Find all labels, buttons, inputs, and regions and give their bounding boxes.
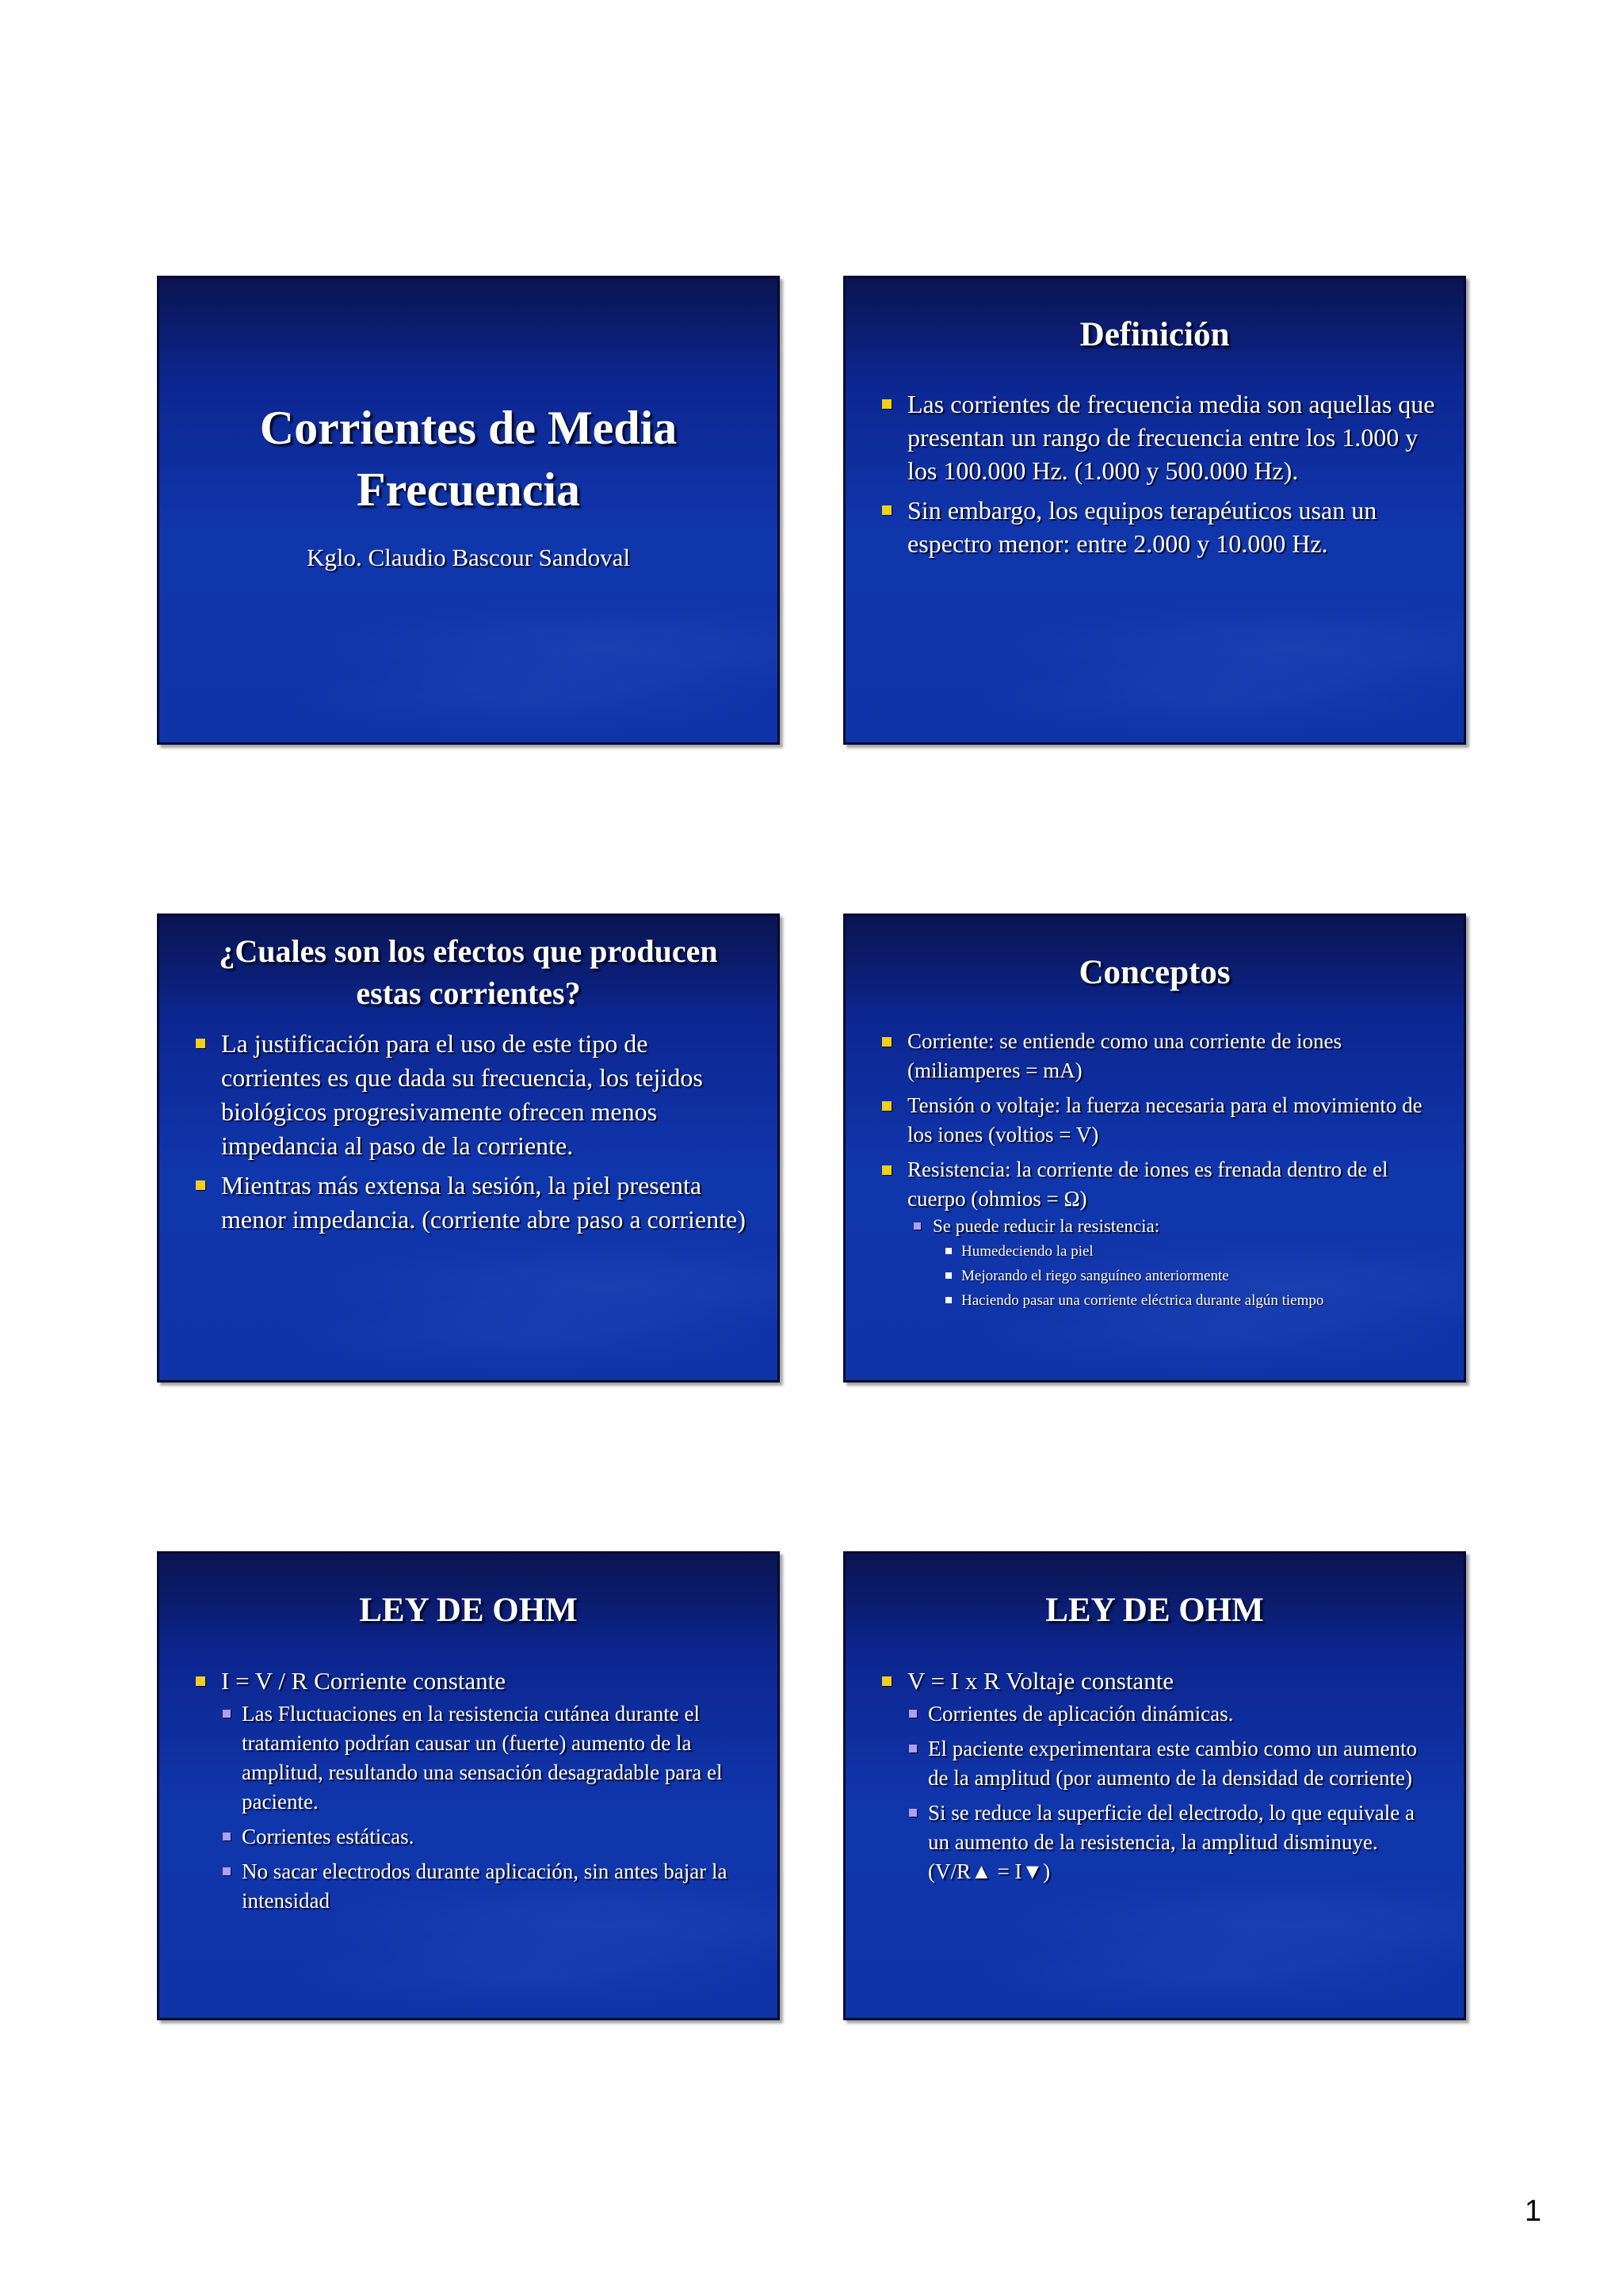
sub2-list-item-text: Humedeciendo la piel <box>961 1243 1094 1260</box>
sub-list-item <box>909 1699 1440 1729</box>
slide-title: LEY DE OHM <box>359 1592 578 1629</box>
square-bullet-icon <box>882 505 892 515</box>
list-item-text: Mientras más extensa la sesión, la piel presenta menor impedancia. (corriente abre paso a corriente) <box>221 1171 746 1234</box>
square-bullet-icon <box>196 1676 205 1686</box>
sub-list-item-text: No sacar electrodos durante aplicación, sin antes bajar la intensidad <box>242 1859 727 1913</box>
list-item <box>882 494 1440 560</box>
sub-list-item <box>909 1734 1440 1793</box>
square-bullet-icon <box>196 1180 205 1190</box>
list-item-text: Resistencia: la corriente de iones es frenada dentro de el cuerpo (ohmios = Ω) <box>907 1158 1388 1211</box>
list-item <box>196 1169 754 1237</box>
slide-title: Definición <box>1079 316 1230 353</box>
slide-5-ley-de-ohm-corriente <box>157 1551 780 2020</box>
sub2-list-item <box>945 1239 1440 1264</box>
sub-list-item <box>909 1798 1440 1886</box>
list-item-text: V = I x R Voltaje constante <box>907 1667 1174 1695</box>
bullet-list <box>882 1027 1440 1318</box>
slide-1-title <box>157 276 780 745</box>
presentation-author: Kglo. Claudio Bascour Sandoval <box>306 543 631 571</box>
list-item <box>882 1027 1440 1085</box>
bullet-list <box>196 1665 754 1921</box>
list-item <box>196 1027 754 1163</box>
sub-list-item <box>914 1214 1440 1313</box>
list-item <box>882 1665 1440 1886</box>
sub-list-item <box>223 1857 754 1916</box>
sub-list-item-text: El paciente experimentara este cambio como un aumento de la amplitud (por aumento de la densidad de corriente) <box>928 1737 1417 1790</box>
slide-title: Conceptos <box>1079 954 1231 991</box>
sub2-list-item-text: Haciendo pasar una corriente eléctrica durante algún tiempo <box>961 1292 1324 1309</box>
sub-list-item <box>223 1822 754 1852</box>
list-item-text: Sin embargo, los equipos terapéuticos usan un espectro menor: entre 2.000 y 10.000 Hz. <box>907 496 1377 558</box>
page-number: 1 <box>1524 2195 1541 2228</box>
square-bullet-icon <box>223 1867 231 1875</box>
sub-bullet-list <box>914 1214 1440 1313</box>
sub2-list-item <box>945 1288 1440 1313</box>
square-bullet-icon <box>223 1710 231 1718</box>
sub-bullet-list <box>909 1699 1440 1886</box>
square-bullet-icon <box>909 1809 917 1817</box>
list-item <box>882 387 1440 487</box>
list-item <box>882 1091 1440 1150</box>
bullet-list <box>882 387 1440 566</box>
square-bullet-icon <box>914 1222 921 1230</box>
sub-list-item-text: Se puede reducir la resistencia: <box>933 1216 1160 1236</box>
list-item-text: Las corrientes de frecuencia media son aquellas que presentan un rango de frecuencia entre los 1.000 y los 100.000 Hz. (1.000 y 500.000 Hz). <box>907 390 1435 485</box>
sub-list-item-text: Las Fluctuaciones en la resistencia cutánea durante el tratamiento podrían causar un (fuerte) aumento de la amplitud, resultando una sensación desagradable para el paciente. <box>242 1702 723 1814</box>
sub-list-item <box>223 1699 754 1817</box>
square-bullet-icon <box>223 1833 231 1840</box>
bullet-list <box>882 1665 1440 1892</box>
list-item <box>196 1665 754 1916</box>
slide-3-efectos <box>157 913 780 1383</box>
sub-bullet-list <box>223 1699 754 1916</box>
presentation-title: Corrientes de Media Frecuencia <box>259 402 678 516</box>
sub2-list-item <box>945 1264 1440 1288</box>
square-bullet-icon <box>909 1745 917 1753</box>
list-item-text: La justificación para el uso de este tipo de corrientes es que dada su frecuencia, los tejidos biológicos progresivamente ofrecen menos impedancia al paso de la corriente. <box>221 1029 703 1160</box>
square-bullet-icon <box>945 1272 952 1279</box>
slide-title: ¿Cuales son los efectos que producen estas corrientes? <box>219 933 718 1011</box>
slide-4-conceptos <box>843 913 1466 1383</box>
sub-list-item-text: Si se reduce la superficie del electrodo, lo que equivale a un aumento de la resistencia, la amplitud disminuye. (V/R▲ = I▼) <box>928 1801 1415 1883</box>
slide-title: LEY DE OHM <box>1045 1592 1264 1629</box>
list-item-text: I = V / R Corriente constante <box>221 1667 506 1695</box>
slide-6-ley-de-ohm-voltaje <box>843 1551 1466 2020</box>
list-item-text: Tensión o voltaje: la fuerza necesaria para el movimiento de los iones (voltios = V) <box>907 1093 1423 1146</box>
list-item <box>882 1155 1440 1313</box>
sub2-bullet-list <box>945 1239 1440 1313</box>
square-bullet-icon <box>882 1165 892 1175</box>
square-bullet-icon <box>882 1676 892 1686</box>
square-bullet-icon <box>882 399 892 409</box>
sub-list-item-text: Corrientes estáticas. <box>242 1825 414 1848</box>
square-bullet-icon <box>882 1037 892 1047</box>
slide-2-definicion <box>843 276 1466 745</box>
square-bullet-icon <box>196 1039 205 1048</box>
list-item-text: Corriente: se entiende como una corriente de iones (miliamperes = mA) <box>907 1029 1342 1082</box>
square-bullet-icon <box>945 1297 952 1303</box>
sub-list-item-text: Corrientes de aplicación dinámicas. <box>928 1702 1234 1726</box>
square-bullet-icon <box>882 1101 892 1111</box>
square-bullet-icon <box>909 1710 917 1718</box>
square-bullet-icon <box>945 1248 952 1254</box>
sub2-list-item-text: Mejorando el riego sanguíneo anteriormente <box>961 1268 1229 1284</box>
bullet-list <box>196 1027 754 1242</box>
